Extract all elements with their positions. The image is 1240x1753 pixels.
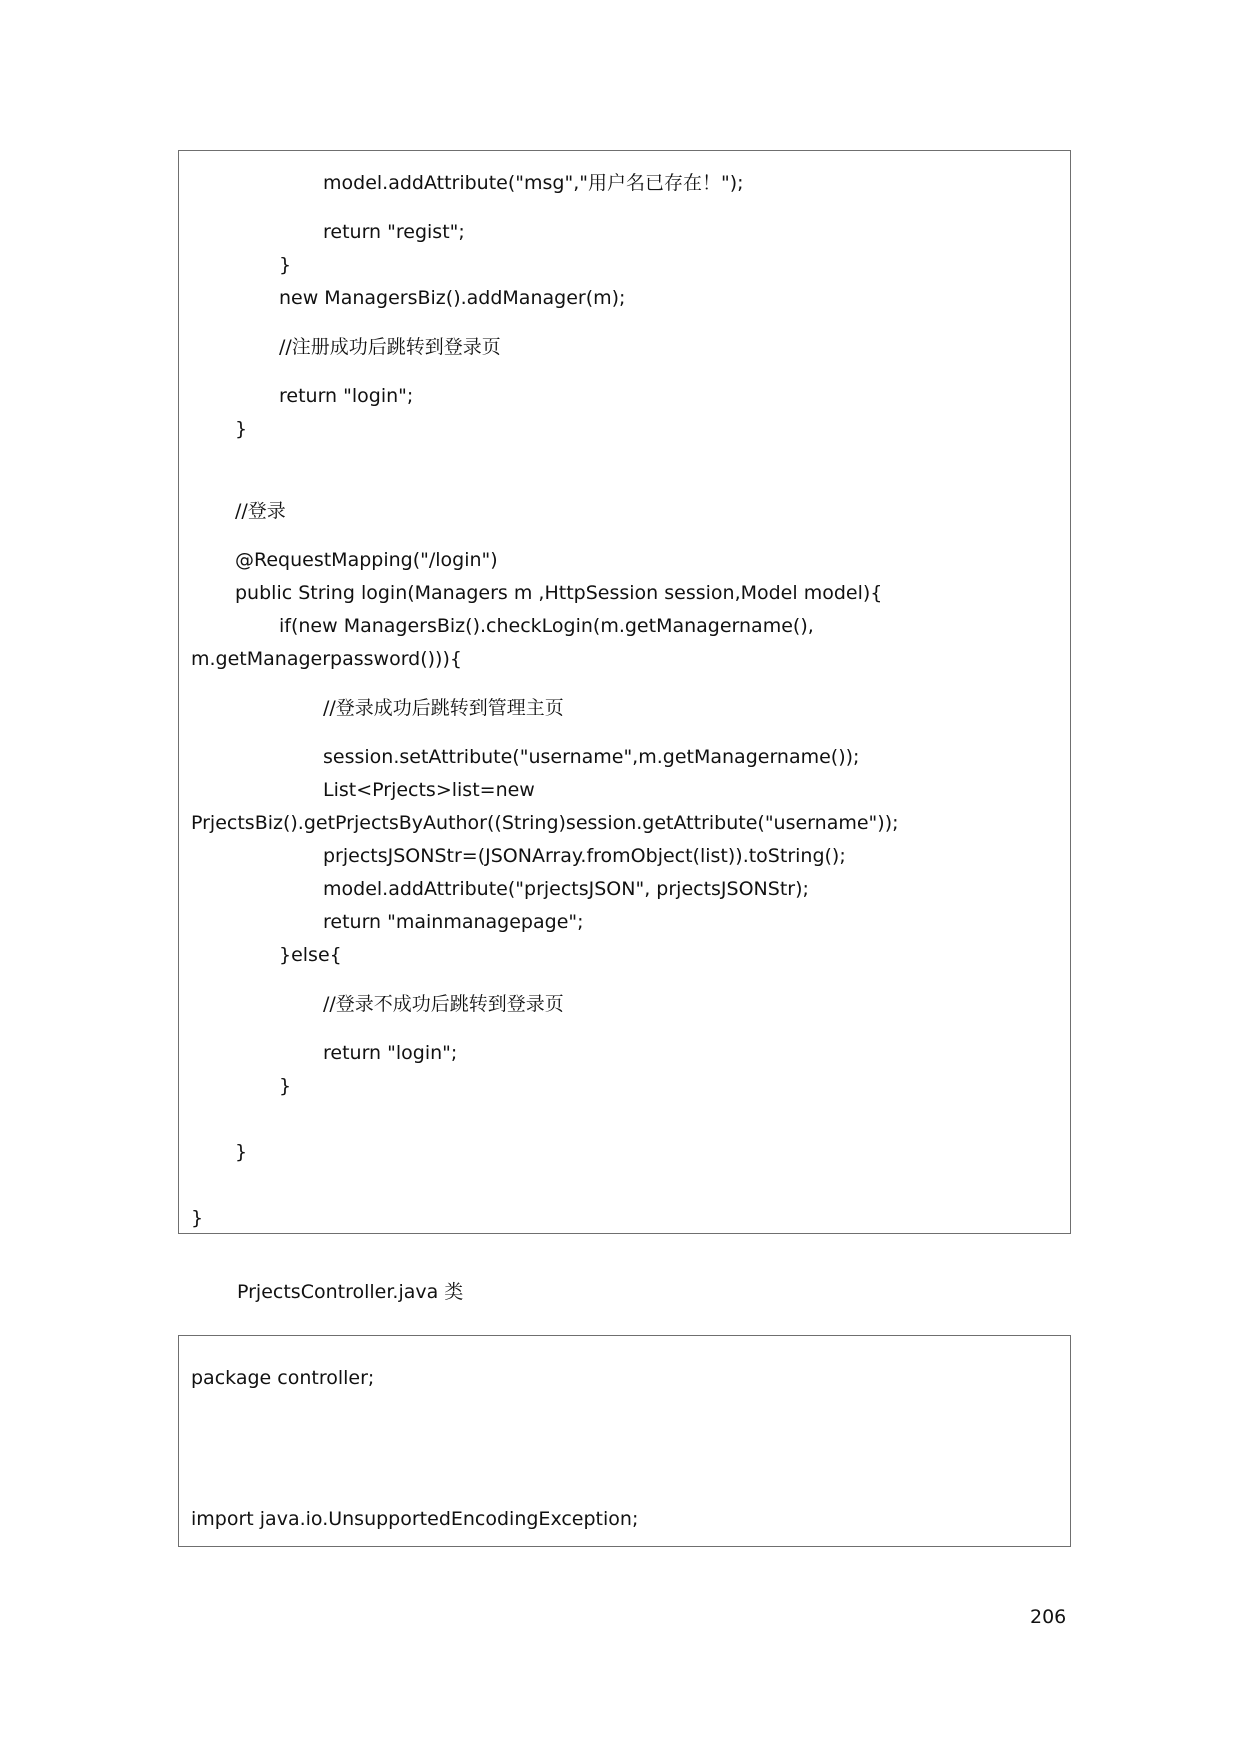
code-line: model.addAttribute("msg","用户名已存在！"); [323, 172, 744, 194]
code-line: public String login(Managers m ,HttpSession session,Model model){ [235, 582, 883, 604]
code-line: }else{ [279, 944, 342, 966]
code-line: prjectsJSONStr=(JSONArray.fromObject(list)).toString(); [323, 845, 846, 867]
code-block-login [178, 150, 1071, 1234]
code-line: PrjectsBiz().getPrjectsByAuthor((String)session.getAttribute("username")); [191, 812, 899, 834]
code-line: new ManagersBiz().addManager(m); [279, 287, 626, 309]
code-line: List<Prjects>list=new [323, 779, 535, 801]
code-comment: //注册成功后跳转到登录页 [279, 336, 501, 358]
code-line: return "login"; [323, 1042, 458, 1064]
code-line: return "login"; [279, 385, 414, 407]
code-line: package controller; [191, 1367, 375, 1389]
code-line: } [191, 1207, 204, 1229]
code-line: } [279, 254, 292, 276]
code-line: return "regist"; [323, 221, 465, 243]
code-line: import java.io.UnsupportedEncodingException; [191, 1508, 639, 1530]
code-line: } [235, 1141, 248, 1163]
page-number: 206 [1030, 1606, 1067, 1628]
code-line: m.getManagerpassword())){ [191, 648, 462, 670]
code-block-prjects-controller [178, 1335, 1071, 1547]
code-line: model.addAttribute("prjectsJSON", prjectsJSONStr); [323, 878, 809, 900]
code-comment: //登录 [235, 500, 286, 522]
code-line: if(new ManagersBiz().checkLogin(m.getManagername(), [279, 615, 814, 637]
code-line: session.setAttribute("username",m.getManagername()); [323, 746, 860, 768]
code-comment: //登录不成功后跳转到登录页 [323, 993, 564, 1015]
code-line: } [235, 418, 248, 440]
code-line: return "mainmanagepage"; [323, 911, 584, 933]
code-comment: //登录成功后跳转到管理主页 [323, 697, 564, 719]
code-line: } [279, 1075, 292, 1097]
code-caption: PrjectsController.java 类 [237, 1281, 464, 1303]
code-line: @RequestMapping("/login") [235, 549, 498, 571]
